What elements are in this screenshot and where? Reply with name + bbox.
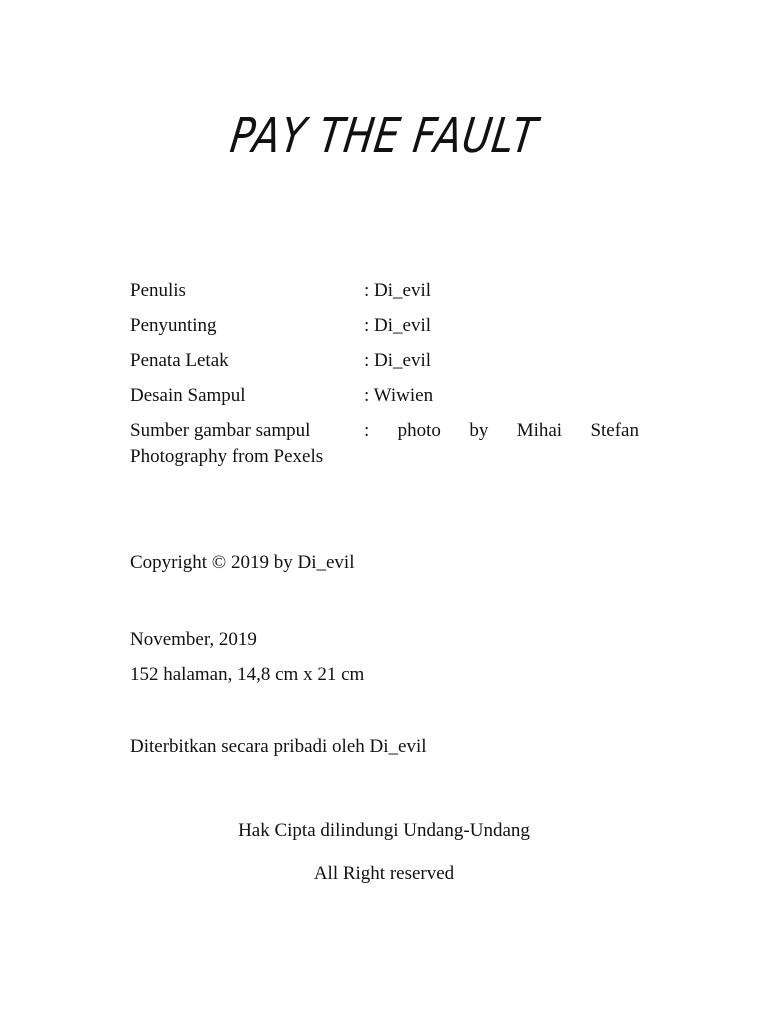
credit-word: Mihai (516, 420, 563, 441)
credit-row-penulis (130, 278, 639, 304)
credit-word: Stefan (590, 420, 639, 441)
credit-value: : Di_evil (364, 350, 432, 371)
credit-label: Sumber gambar sampul (130, 420, 311, 441)
book-title: PAY THE FAULT (226, 108, 542, 164)
credit-label: Penulis (130, 280, 186, 301)
credit-value: : Di_evil (364, 280, 432, 301)
rights-reserved: All Right reserved (313, 863, 455, 884)
credit-word: : (364, 420, 370, 441)
credit-label: Penata Letak (130, 350, 229, 371)
credit-label: Desain Sampul (130, 385, 246, 406)
credit-label: Penyunting (130, 315, 217, 336)
publisher-line: Diterbitkan secara pribadi oleh Di_evil (130, 736, 427, 757)
credit-row-penyunting (130, 313, 639, 339)
credit-row-sumber-gambar (130, 418, 639, 470)
publication-date: November, 2019 (130, 629, 257, 650)
credit-value: : Di_evil (364, 315, 432, 336)
credits-list (130, 278, 639, 479)
credit-row-desain-sampul (130, 383, 639, 409)
book-specs: 152 halaman, 14,8 cm x 21 cm (130, 664, 365, 685)
credit-value (364, 418, 639, 444)
credit-word: by (469, 420, 489, 441)
credit-row-penata-letak (130, 348, 639, 374)
copyright-line: Copyright © 2019 by Di_evil (130, 552, 355, 573)
credit-value-continuation: Photography from Pexels (130, 446, 324, 467)
rights-notice: Hak Cipta dilindungi Undang-Undang (238, 820, 530, 841)
credit-value: : Wiwien (364, 385, 434, 406)
credit-word: photo (397, 420, 441, 441)
